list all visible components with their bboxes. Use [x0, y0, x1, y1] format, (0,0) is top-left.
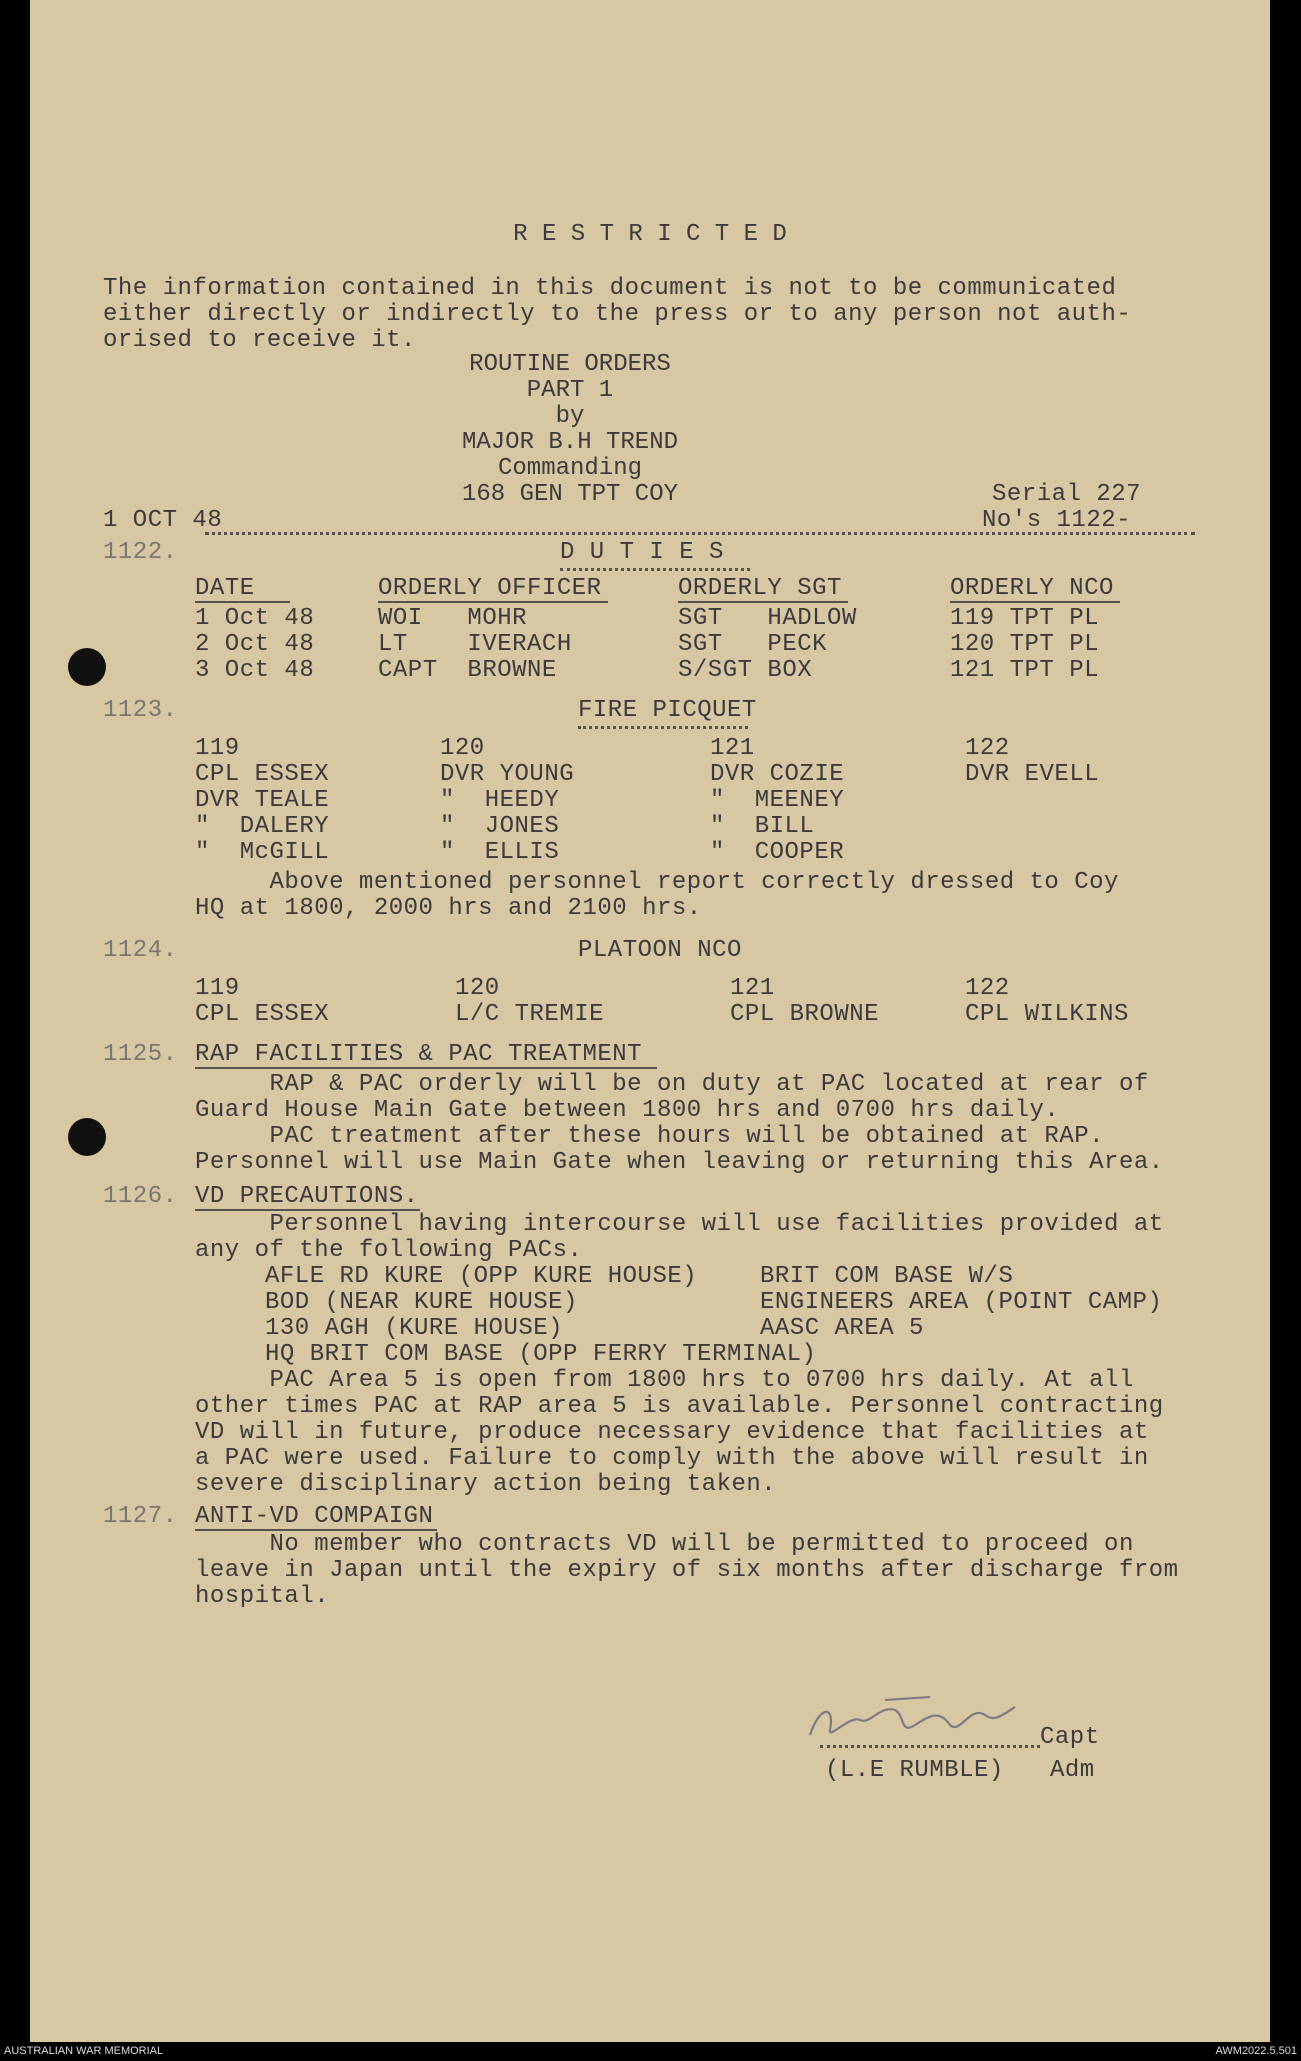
duty-nco: 119 TPT PL	[950, 605, 1100, 632]
column-header: ORDERLY NCO	[950, 575, 1114, 602]
picquet-member: DVR COZIE	[710, 761, 845, 788]
body-line: No member who contracts VD will be permitted to proceed on	[195, 1531, 1134, 1558]
platoon-head: 121	[710, 735, 755, 762]
heading-underline	[560, 568, 750, 571]
body-line: a PAC were used. Failure to comply with the above will result in	[195, 1445, 1149, 1472]
platoon-head: 119	[195, 735, 240, 762]
pac-location: AFLE RD KURE (OPP KURE HOUSE)	[265, 1263, 698, 1290]
pac-location: HQ BRIT COM BASE (OPP FERRY TERMINAL)	[265, 1341, 817, 1368]
notice-line: either directly or indirectly to the press or to any person not auth-	[103, 301, 1132, 328]
header-underline	[950, 601, 1120, 603]
section-heading: FIRE PICQUET	[578, 697, 757, 724]
body-line: leave in Japan until the expiry of six months after discharge from	[195, 1557, 1179, 1584]
order-date: 1 OCT 48	[103, 507, 223, 534]
body-line: PAC Area 5 is open from 1800 hrs to 0700 hrs daily. At all	[195, 1367, 1134, 1394]
body-line: PAC treatment after these hours will be obtained at RAP.	[195, 1123, 1105, 1150]
signatory-name: (L.E RUMBLE)	[825, 1757, 1004, 1784]
picquet-member: DVR TEALE	[195, 787, 330, 814]
notice-line: orised to receive it.	[103, 327, 416, 354]
column-header: ORDERLY SGT	[678, 575, 842, 602]
platoon-head: 122	[965, 975, 1010, 1002]
signatory-rank: Capt	[1040, 1724, 1100, 1751]
body-line: Guard House Main Gate between 1800 hrs and 0700 hrs daily.	[195, 1097, 1060, 1124]
punch-hole	[68, 648, 106, 686]
picquet-member: " McGILL	[195, 839, 330, 866]
duty-sgt: SGT PECK	[678, 631, 828, 658]
restricted-heading: R E S T R I C T E D	[513, 221, 787, 248]
footer-left: AUSTRALIAN WAR MEMORIAL	[4, 2045, 164, 2057]
body-line: hospital.	[195, 1583, 330, 1610]
notice-line: The information contained in this document is not to be communicated	[103, 275, 1117, 302]
section-heading: D U T I E S	[560, 539, 724, 566]
paragraph-number: 1123.	[103, 697, 178, 724]
title-line: MAJOR B.H TREND	[461, 429, 679, 456]
pac-location: ENGINEERS AREA (POINT CAMP)	[760, 1289, 1163, 1316]
header-underline	[378, 601, 608, 603]
duty-officer: LT IVERACH	[378, 631, 572, 658]
platoon-head: 122	[965, 735, 1010, 762]
column-header: ORDERLY OFFICER	[378, 575, 602, 602]
platoon-head: 121	[730, 975, 775, 1002]
picquet-note: HQ at 1800, 2000 hrs and 2100 hrs.	[195, 895, 702, 922]
paragraph-number: 1127.	[103, 1503, 178, 1530]
platoon-head: 120	[455, 975, 500, 1002]
heading-underline	[195, 1067, 657, 1069]
duty-nco: 120 TPT PL	[950, 631, 1100, 658]
platoon-head: 119	[195, 975, 240, 1002]
title-line: PART 1	[526, 377, 614, 404]
title-line: ROUTINE ORDERS	[469, 351, 671, 378]
body-line: any of the following PACs.	[195, 1237, 583, 1264]
body-line: severe disciplinary action being taken.	[195, 1471, 777, 1498]
body-line: VD will in future, produce necessary evidence that facilities at	[195, 1419, 1149, 1446]
platoon-nco-name: CPL WILKINS	[965, 1001, 1129, 1028]
picquet-member: " COOPER	[710, 839, 845, 866]
serial-number: Serial 227	[992, 481, 1142, 508]
title-line: Commanding	[497, 455, 643, 482]
body-line: Personnel having intercourse will use facilities provided at	[195, 1211, 1164, 1238]
picquet-member: " ELLIS	[440, 839, 560, 866]
section-heading: VD PRECAUTIONS.	[195, 1183, 419, 1210]
pac-location: 130 AGH (KURE HOUSE)	[265, 1315, 564, 1342]
header-underline	[195, 601, 290, 603]
title-line: 168 GEN TPT COY	[461, 481, 679, 508]
platoon-nco-name: CPL BROWNE	[730, 1001, 880, 1028]
duty-date: 1 Oct 48	[195, 605, 315, 632]
duty-nco: 121 TPT PL	[950, 657, 1100, 684]
order-numbers: No's 1122-	[982, 507, 1132, 534]
duty-officer: CAPT BROWNE	[378, 657, 557, 684]
paragraph-number: 1124.	[103, 937, 178, 964]
document-page	[30, 0, 1270, 2042]
picquet-member: " DALERY	[195, 813, 330, 840]
heading-underline	[578, 726, 748, 729]
header-underline	[678, 601, 848, 603]
picquet-member: " JONES	[440, 813, 560, 840]
column-header: DATE	[195, 575, 255, 602]
platoon-nco-name: CPL ESSEX	[195, 1001, 330, 1028]
platoon-head: 120	[440, 735, 485, 762]
picquet-note: Above mentioned personnel report correctly dressed to Coy	[195, 869, 1119, 896]
picquet-member: " HEEDY	[440, 787, 560, 814]
footer-right: AWM2022.5.501	[1215, 2045, 1297, 2057]
picquet-member: " MEENEY	[710, 787, 845, 814]
picquet-member: DVR YOUNG	[440, 761, 575, 788]
picquet-member: CPL ESSEX	[195, 761, 330, 788]
duty-sgt: SGT HADLOW	[678, 605, 857, 632]
duty-date: 3 Oct 48	[195, 657, 315, 684]
section-heading: RAP FACILITIES & PAC TREATMENT	[195, 1041, 643, 1068]
section-heading: ANTI-VD COMPAIGN	[195, 1503, 434, 1530]
platoon-nco-name: L/C TREMIE	[455, 1001, 605, 1028]
title-line: by	[555, 403, 585, 430]
duty-sgt: S/SGT BOX	[678, 657, 813, 684]
pac-location: BRIT COM BASE W/S	[760, 1263, 1014, 1290]
pac-location: AASC AREA 5	[760, 1315, 924, 1342]
paragraph-number: 1122.	[103, 539, 178, 566]
body-line: RAP & PAC orderly will be on duty at PAC located at rear of	[195, 1071, 1149, 1098]
picquet-member: DVR EVELL	[965, 761, 1100, 788]
separator-dots	[205, 532, 1195, 535]
body-line: other times PAC at RAP area 5 is available. Personnel contracting	[195, 1393, 1164, 1420]
paragraph-number: 1126.	[103, 1183, 178, 1210]
section-heading: PLATOON NCO	[578, 937, 742, 964]
paragraph-number: 1125.	[103, 1041, 178, 1068]
body-line: Personnel will use Main Gate when leaving or returning this Area.	[195, 1149, 1164, 1176]
duty-date: 2 Oct 48	[195, 631, 315, 658]
signatory-role: Adm	[1050, 1757, 1095, 1784]
pac-location: BOD (NEAR KURE HOUSE)	[265, 1289, 578, 1316]
signature-line	[820, 1745, 1040, 1748]
picquet-member: " BILL	[710, 813, 815, 840]
duty-officer: WOI MOHR	[378, 605, 528, 632]
punch-hole	[68, 1118, 106, 1156]
